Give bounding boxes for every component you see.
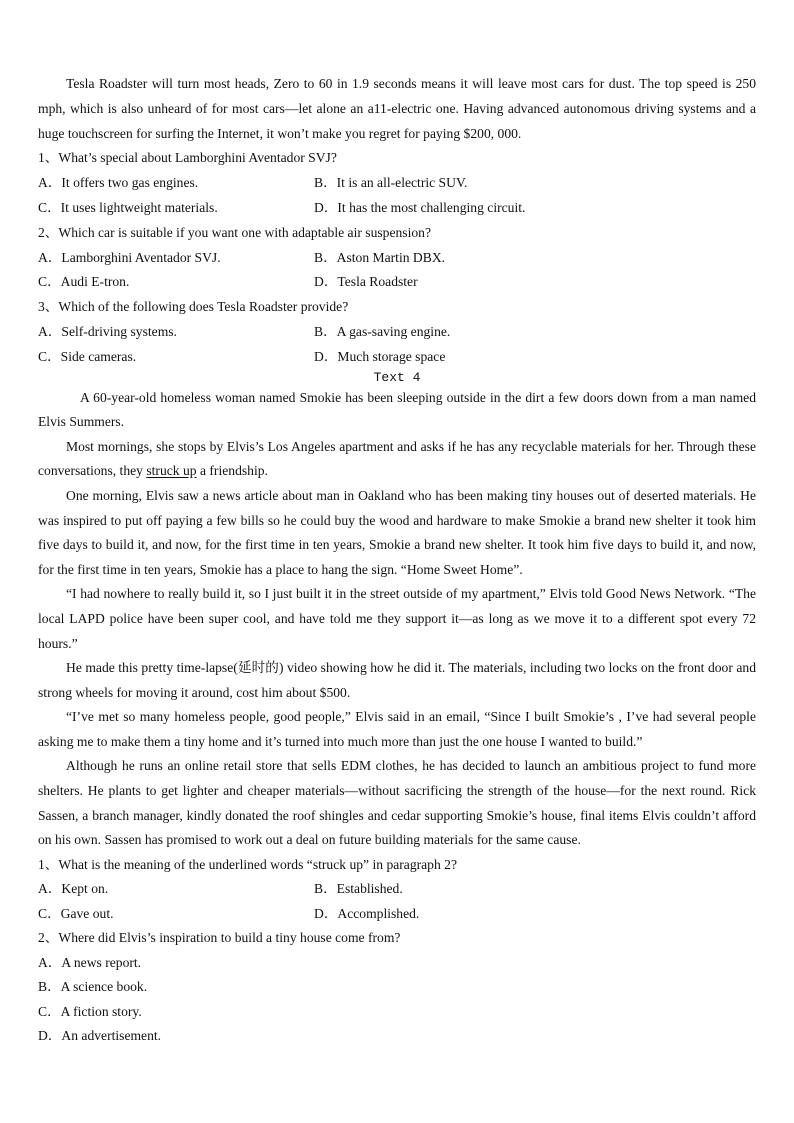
question-stem: 1、What’s special about Lamborghini Aventador SVJ? (38, 150, 337, 166)
tesla-paragraph: Tesla Roadster will turn most heads, Zero to 60 in 1.9 seconds means it will leave most cars for dust. The top speed is 250 mph, which is also unheard of for most cars—let alone an a11-electric one. Having advanced autonomous driving systems and a huge touchscreen for surfing the Internet, it won’t make you regret for paying $200, 000. (38, 76, 756, 141)
option-c: C．A fiction story. (38, 1003, 142, 1019)
question-options (38, 951, 756, 1049)
option-a: A．It offers two gas engines. (38, 175, 199, 191)
paragraph-2-text: Most mornings, she stops by Elvis’s Los Angeles apartment and asks if he has any recyclable materials for her. Through these conversations, they (38, 438, 756, 479)
paragraph-2-end: a friendship. (196, 463, 268, 479)
option-c: C．Side cameras. (38, 348, 137, 364)
option-a: A．Self-driving systems. (38, 323, 177, 339)
question-options (38, 877, 756, 926)
question-stem: 1、What is the meaning of the underlined words “struck up” in paragraph 2? (38, 856, 458, 872)
option-d: D．Much storage space (314, 348, 446, 364)
option-c: C．It uses lightweight materials. (38, 199, 218, 215)
paragraph-5: He made this pretty time-lapse(延时的) video showing how he did it. The materials, including two locks on the front door and strong wheels for moving it around, cost him about $500. (38, 660, 756, 700)
option-a: A．Lamborghini Aventador SVJ. (38, 249, 221, 265)
option-a: A．Kept on. (38, 881, 109, 897)
paragraph-4: “I had nowhere to really build it, so I just built it in the street outside of my apartment,” Elvis told Good News Network. “The local LAPD police have been super cool, and have told me they support it—as long as we move it to a different spot every 72 hours.” (38, 586, 756, 651)
question-stem: 2、Which car is suitable if you want one with adaptable air suspension? (38, 224, 431, 240)
option-d: D．Tesla Roadster (314, 274, 418, 290)
section-title: Text 4 (373, 369, 421, 385)
question-stem: 3、Which of the following does Tesla Roadster provide? (38, 299, 349, 315)
question-options (38, 320, 756, 370)
option-b: B．Established. (314, 881, 403, 897)
option-c: C．Audi E-tron. (38, 274, 130, 290)
paragraph-1: A 60-year-old homeless woman named Smokie has been sleeping outside in the dirt a few doors down from a man named Elvis Summers. (38, 389, 756, 430)
paragraph-7: Although he runs an online retail store that sells EDM clothes, he has decided to launch an ambitious project to fund more shelters. He plants to get lighter and cheaper materials—without sacrificing the strength of the house—for the next round. Rick Sassen, a branch manager, kindly donated the roof shingles and cedar supporting Smokie’s house, final items Elvis couldn’t afford on his own. Sassen has promised to work out a deal on future building materials for the same cause. (38, 758, 756, 848)
option-b: B．A gas-saving engine. (314, 323, 451, 339)
underlined-phrase: struck up (146, 463, 197, 479)
paragraph-2 (38, 435, 756, 484)
question-options (38, 246, 756, 296)
paragraph-6: “I’ve met so many homeless people, good people,” Elvis said in an email, “Since I built Smokie’s , I’ve had several people asking me to make them a tiny home and it’s turned into much more than just the one house I wanted to build.” (38, 709, 756, 749)
option-c: C．Gave out. (38, 905, 114, 921)
option-d: D．It has the most challenging circuit. (314, 199, 526, 215)
paragraph-3: One morning, Elvis saw a news article about man in Oakland who has been making tiny houses out of deserted materials. He was inspired to put off paying a few bills so he could buy the wood and hardware to make Smokie a brand new shelter it took him five days to build it, and now, for the first time in ten years, Smokie a brand new shelter. It took him five days to build it, and now, for the first time in ten years, Smokie has a place to hang the sign. “Home Sweet Home”. (38, 487, 756, 577)
option-a: A．A news report. (38, 954, 142, 970)
option-b: B．Aston Martin DBX. (314, 249, 446, 265)
question-options (38, 171, 756, 221)
option-b: B．It is an all-electric SUV. (314, 175, 468, 191)
document-page (38, 72, 756, 1049)
text4-section (38, 370, 756, 1049)
option-d: D．Accomplished. (314, 905, 420, 921)
question-stem: 2、Where did Elvis’s inspiration to build a tiny house come from? (38, 930, 401, 946)
option-b: B．A science book. (38, 979, 148, 995)
text3-section (38, 72, 756, 370)
option-d: D．An advertisement. (38, 1028, 162, 1044)
